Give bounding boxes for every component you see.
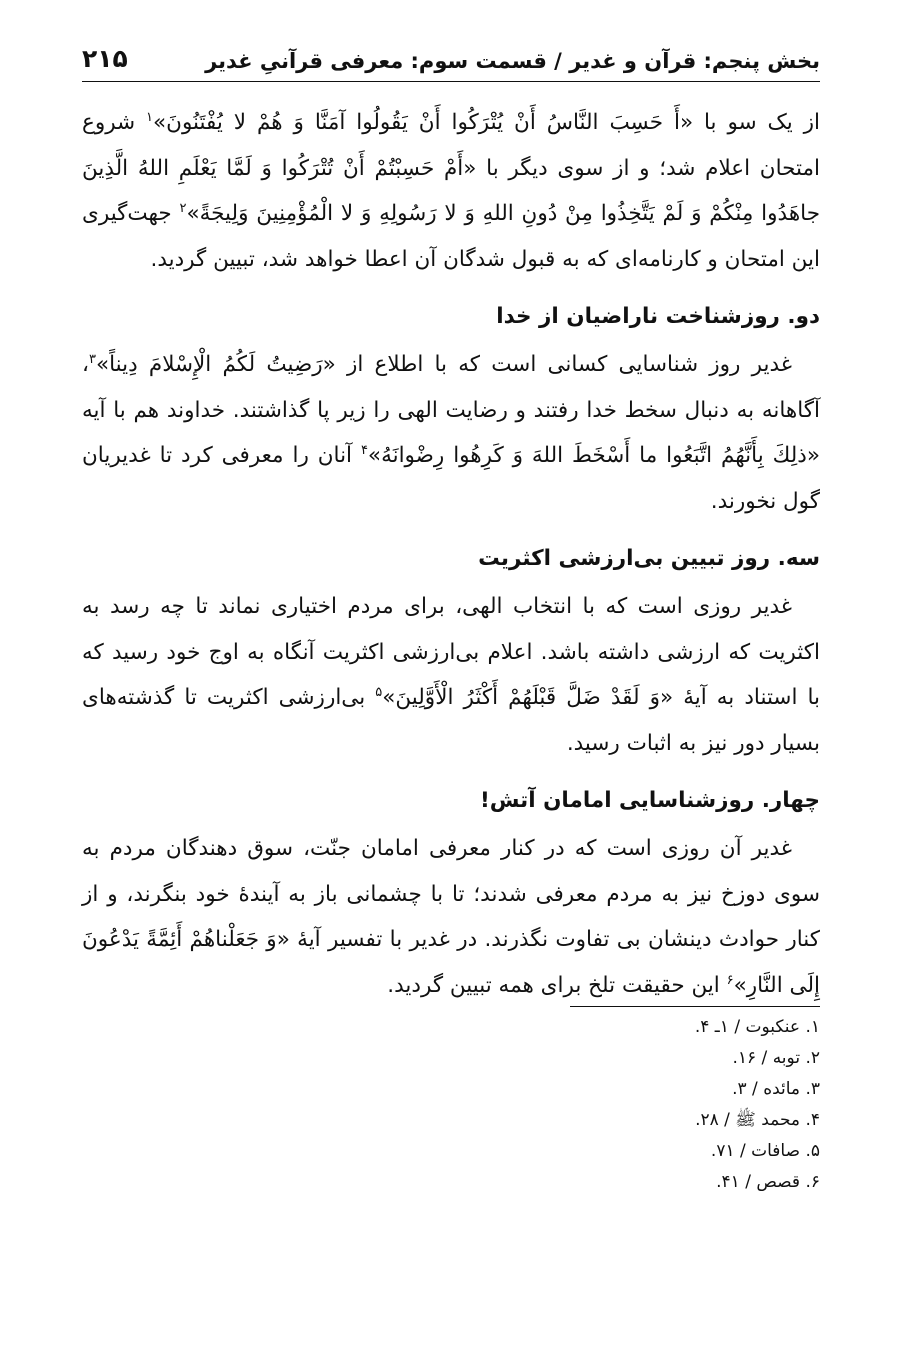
text-run: این حقیقت تلخ برای همه تبیین گردید. bbox=[387, 972, 727, 998]
footnote-list bbox=[570, 1012, 820, 1198]
page-number: ۲۱۵ bbox=[82, 44, 128, 73]
quran-quote: أَ حَسِبَ النَّاسُ أَنْ يُتْرَكُوا أَنْ يَقُولُوا آمَنَّا وَ هُمْ لا يُفْتَنُونَ bbox=[166, 110, 680, 135]
footnote-item: ۶. قصص / ۴۱. bbox=[716, 1172, 820, 1192]
footnote-item: ۳. مائده / ۳. bbox=[732, 1079, 820, 1099]
text-run: » bbox=[186, 201, 200, 226]
footnote-ref[interactable]: ۵ bbox=[375, 684, 383, 700]
text-run: » bbox=[367, 443, 382, 468]
footnote-ref[interactable]: ۱ bbox=[146, 109, 153, 125]
footnote-item: ۲. توبه / ۱۶. bbox=[732, 1048, 820, 1068]
text-run: غدیر روز شناسایی کسانی است که با اطلاع از « bbox=[322, 352, 792, 377]
spacer bbox=[82, 282, 820, 295]
text-run: غدیر روزی است که با انتخاب الهی، برای مردم اختیاری نماند تا چه رسد به اکثریت که ارزشی داشته باشد. اعلام بی‌ارزشی اکثریت آنگاه به اوج خود رسید که با استناد به آیهٔ « bbox=[82, 594, 821, 710]
footnote-ref[interactable]: ۶ bbox=[726, 972, 734, 988]
running-head bbox=[82, 38, 820, 82]
intro-paragraph bbox=[82, 100, 820, 282]
text-run: » bbox=[733, 972, 747, 998]
text-run: » bbox=[382, 685, 396, 710]
footnote-ref[interactable]: ۴ bbox=[360, 442, 368, 458]
footnote-item: ۱. عنکبوت / ۱ـ ۴. bbox=[694, 1017, 820, 1037]
section-heading-4: چهار. روزشناسایی امامان آتش! bbox=[479, 788, 820, 813]
section-4-paragraph bbox=[82, 826, 820, 1008]
quran-quote: ذلِكَ بِأَنَّهُمُ اتَّبَعُوا ما أَسْخَطَ اللهَ وَ كَرِهُوا رِضْوانَهُ bbox=[381, 443, 807, 468]
section-3-paragraph bbox=[82, 584, 820, 766]
text-run: آنان را معرفی کرد تا غدیریان گول نخورند. bbox=[82, 443, 820, 514]
quran-quote: وَ جَعَلْناهُمْ أَئِمَّةً يَدْعُونَ إِلَى النَّارِ bbox=[82, 927, 820, 998]
text-run: از یک سو با « bbox=[679, 110, 820, 135]
footnote-item: ۴. محمد ﷺ / ۲۸. bbox=[695, 1110, 820, 1130]
quran-quote: أَمْ حَسِبْتُمْ أَنْ تُتْرَكُوا وَ لَمَّا يَعْلَمِ اللهُ الَّذِينَ جاهَدُوا مِنْكُمْ وَ لَمْ يَتَّخِذُوا مِنْ دُونِ اللهِ وَ لا رَسُولِهِ وَ لا الْمُؤْمِنِينَ وَلِيجَةً bbox=[82, 155, 820, 226]
text-run: ، آگاهانه به دنبال سخط خدا رفتند و رضایت الهی را زیر پا گذاشتند. خداوند هم با آیه « bbox=[82, 352, 820, 468]
footnote-ref[interactable]: ۲ bbox=[179, 200, 187, 216]
spacer bbox=[82, 524, 820, 537]
footnote-ref[interactable]: ۳ bbox=[88, 351, 96, 367]
quran-quote: رَضِيتُ لَكُمُ الْإِسْلامَ دِيناً bbox=[109, 352, 323, 377]
text-run: جهت‌گیری این امتحان و کارنامه‌ای که به قبول شدگان آن اعطا خواهد شد، تبیین گردید. bbox=[82, 201, 820, 272]
spacer bbox=[82, 766, 820, 779]
text-run: بی‌ارزشی اکثریت تا گذشته‌های بسیار دور نیز به اثبات رسید. bbox=[82, 685, 820, 756]
section-heading-3: سه. روز تبیین بی‌ارزشی اکثریت bbox=[478, 546, 820, 571]
text-run: شروع امتحان اعلام شد؛ و از سوی دیگر با « bbox=[82, 110, 820, 181]
running-head-title: بخش پنجم: قرآن و غدیر / قسمت سوم: معرفی قرآنیِ غدیر bbox=[205, 49, 820, 73]
quran-quote: وَ لَقَدْ ضَلَّ قَبْلَهُمْ أَكْثَرُ الْأَوَّلِينَ bbox=[395, 685, 661, 710]
footnote-item: ۵. صافات / ۷۱. bbox=[710, 1141, 820, 1161]
text-run: » bbox=[153, 110, 167, 135]
text-run: غدیر آن روزی است که در کنار معرفی امامان جنّت، سوق دهندگان مردم به سوی دوزخ نیز به مردم معرفی شدند؛ تا با چشمانی باز به آیندهٔ خود بنگرند، و از کنار حوادث دینشان بی تفاوت نگذرند. در غدیر با تفسیر آیهٔ « bbox=[82, 836, 821, 952]
text-run: » bbox=[95, 352, 110, 377]
footnotes bbox=[570, 1006, 820, 1198]
section-2-paragraph bbox=[82, 342, 820, 524]
page-content bbox=[82, 100, 820, 1008]
section-heading-2: دو. روزشناخت ناراضیان از خدا bbox=[496, 304, 820, 329]
